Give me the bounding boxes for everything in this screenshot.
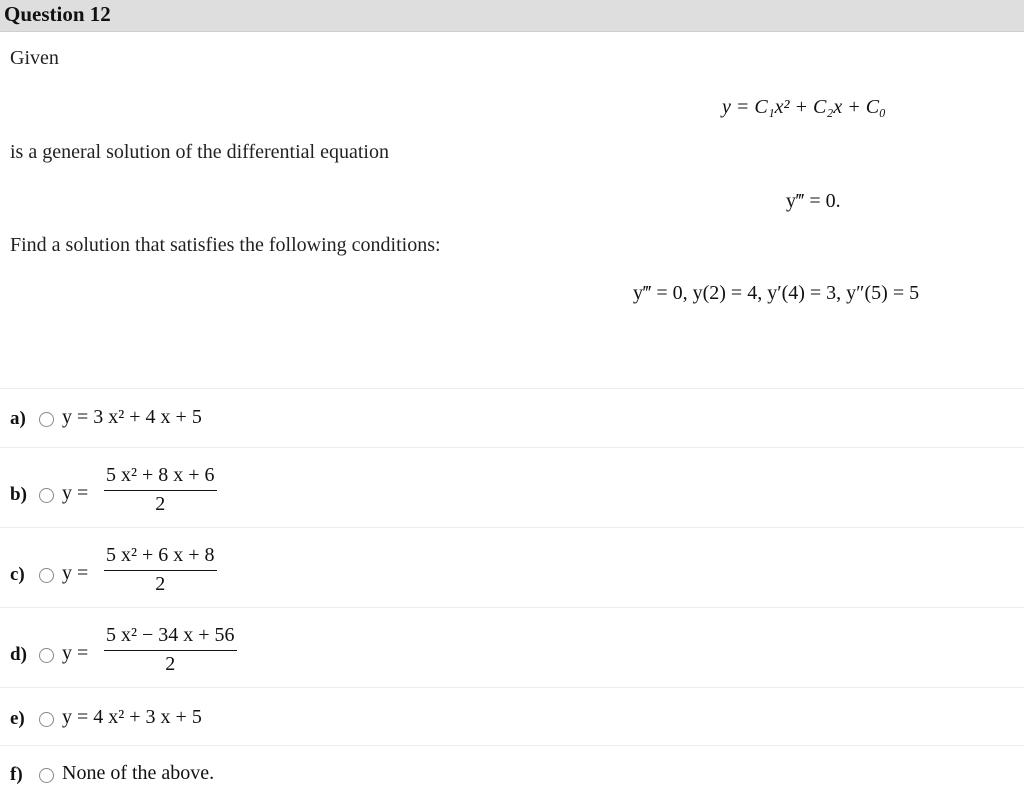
option-c [0,540,1024,606]
question-header [0,0,1024,32]
option-prefix: y = [62,562,89,584]
question-title: Question 12 [4,2,111,26]
radio-button-unchecked-icon[interactable] [39,712,54,727]
divider [0,447,1024,448]
fraction-numerator: 5 x² + 6 x + 8 [104,544,217,571]
option-a [0,400,1024,447]
option-letter: d) [10,644,27,665]
option-prefix: y = [62,642,89,664]
fraction-denominator: 2 [165,653,176,675]
option-letter: e) [10,708,25,729]
option-fraction [104,624,237,676]
divider [0,527,1024,528]
option-fraction [104,464,217,516]
radio-button-unchecked-icon[interactable] [39,768,54,783]
divider [0,745,1024,746]
radio-button-unchecked-icon[interactable] [39,488,54,503]
radio-button-unchecked-icon[interactable] [39,648,54,663]
fraction-denominator: 2 [155,493,166,515]
sentence-general-solution: is a general solution of the differential equation [10,141,389,163]
option-expression: y = 4 x² + 3 x + 5 [62,706,202,728]
given-label: Given [10,47,59,69]
option-letter: c) [10,564,25,585]
fraction-numerator: 5 x² − 34 x + 56 [104,624,237,651]
divider [0,687,1024,688]
option-prefix: y = [62,482,89,504]
sentence-find-solution: Find a solution that satisfies the following conditions: [10,234,441,256]
radio-button-unchecked-icon[interactable] [39,568,54,583]
option-d [0,620,1024,686]
option-b [0,460,1024,526]
option-letter: f) [10,764,23,785]
initial-conditions: y‴ = 0, y(2) = 4, y′(4) = 3, y″(5) = 5 [633,282,920,304]
general-solution-formula [722,96,886,119]
divider [0,607,1024,608]
option-text: None of the above. [62,762,215,784]
option-letter: a) [10,408,26,429]
option-fraction [104,544,217,596]
option-letter: b) [10,484,27,505]
divider [0,388,1024,389]
option-expression: y = 3 x² + 4 x + 5 [62,406,202,428]
fraction-denominator: 2 [155,573,166,595]
differential-equation: y‴ = 0. [786,190,841,212]
option-f [0,756,1024,796]
fraction-numerator: 5 x² + 8 x + 6 [104,464,217,491]
radio-button-unchecked-icon[interactable] [39,412,54,427]
general-solution-text: y = C₁x² + C₂x + C₀ [722,96,886,118]
option-e [0,700,1024,744]
